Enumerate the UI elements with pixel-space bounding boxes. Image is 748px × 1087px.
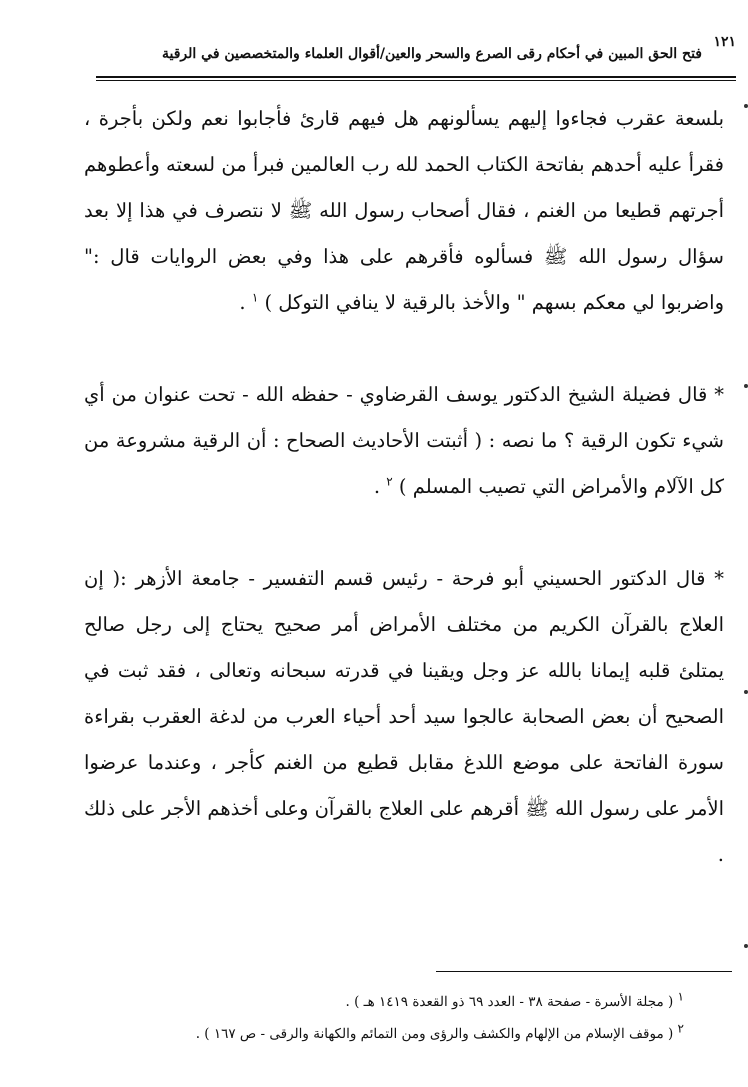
paragraph-1 (84, 96, 724, 326)
footnote-rule (436, 971, 732, 972)
footnote-ref-2[interactable]: ٢ (386, 474, 393, 489)
footnote-2-text: ( موقف الإسلام من الإلهام والكشف والرؤى ومن التمائم والكهانة والرقى - ص ١٦٧ ) . (195, 1026, 674, 1042)
main-text (84, 96, 724, 878)
margin-dot (744, 384, 748, 388)
margin-dot (744, 690, 748, 694)
margin-dot (744, 104, 748, 108)
paragraph-3-text: * قال الدكتور الحسيني أبو فرحة - رئيس قسم التفسير - جامعة الأزهر :( إن العلاج بالقرآن الكريم من مختلف الأمراض أمر صحيح يحتاج إلى رجل صالح يمتلئ قلبه إيمانا بالله عز وجل ويقينا في قدرته سبحانه وتعالى ، فقد ثبت في الصحيح أن بعض الصحابة عالجوا سيد أحد أحياء العرب من لدغة العقرب بقراءة سورة الفاتحة على موضع اللدغ مقابل قطيع من الغنم كأجر ، وعندما عرضوا الأمر على رسول الله ﷺ أقرهم على العلاج بالقرآن وعلى أخذهم الأجر على ذلك . (84, 567, 724, 866)
paragraph-1-end: . (239, 291, 246, 314)
running-header (96, 30, 736, 70)
header-rule (96, 76, 736, 81)
paragraph-2-text: * قال فضيلة الشيخ الدكتور يوسف القرضاوي - حفظه الله - تحت عنوان من أي شيء تكون الرقية ؟ ما نصه : ( أثبتت الأحاديث الصحاح : أن الرقية مشروعة من كل الآلام والأمراض التي تصيب المسلم ) (84, 383, 724, 498)
paragraph-2 (84, 372, 724, 510)
footnote-2-number: ٢ (677, 1021, 684, 1036)
paragraph-2-end: . (373, 475, 381, 498)
margin-dot (744, 944, 748, 948)
footnotes (100, 986, 684, 1050)
paragraph-3 (84, 556, 724, 878)
footnote-1-text: ( مجلة الأسرة - صفحة ٣٨ - العدد ٦٩ ذو القعدة ١٤١٩ هـ ) . (345, 994, 674, 1010)
paragraph-gap (84, 510, 724, 556)
running-title: فتح الحق المبين في أحكام رقى الصرع والسحر والعين/أقوال العلماء والمتخصصين في الرقية (161, 46, 702, 62)
paragraph-1-text: بلسعة عقرب فجاءوا إليهم يسألونهم هل فيهم قارئ فأجابوا نعم ولكن بأجرة ، فقرأ عليه أحدهم بفاتحة الكتاب الحمد لله رب العالمين فبرأ من لسعته وأعطوهم أجرتهم قطيعا من الغنم ، فقال أصحاب رسول الله ﷺ لا نتصرف في هذا إلا بعد سؤال رسول الله ﷺ فسألوه فأقرهم على هذا وفي بعض الروايات قال :" واضربوا لي معكم بسهم " والأخذ بالرقية لا ينافي التوكل ) (84, 107, 724, 314)
paragraph-gap (84, 326, 724, 372)
footnote-ref-1[interactable]: ١ (251, 290, 259, 305)
footnote-1-number: ١ (677, 989, 684, 1004)
footnote-1 (100, 986, 684, 1018)
footnote-2 (100, 1018, 684, 1050)
page-number: ١٢١ (713, 34, 736, 50)
